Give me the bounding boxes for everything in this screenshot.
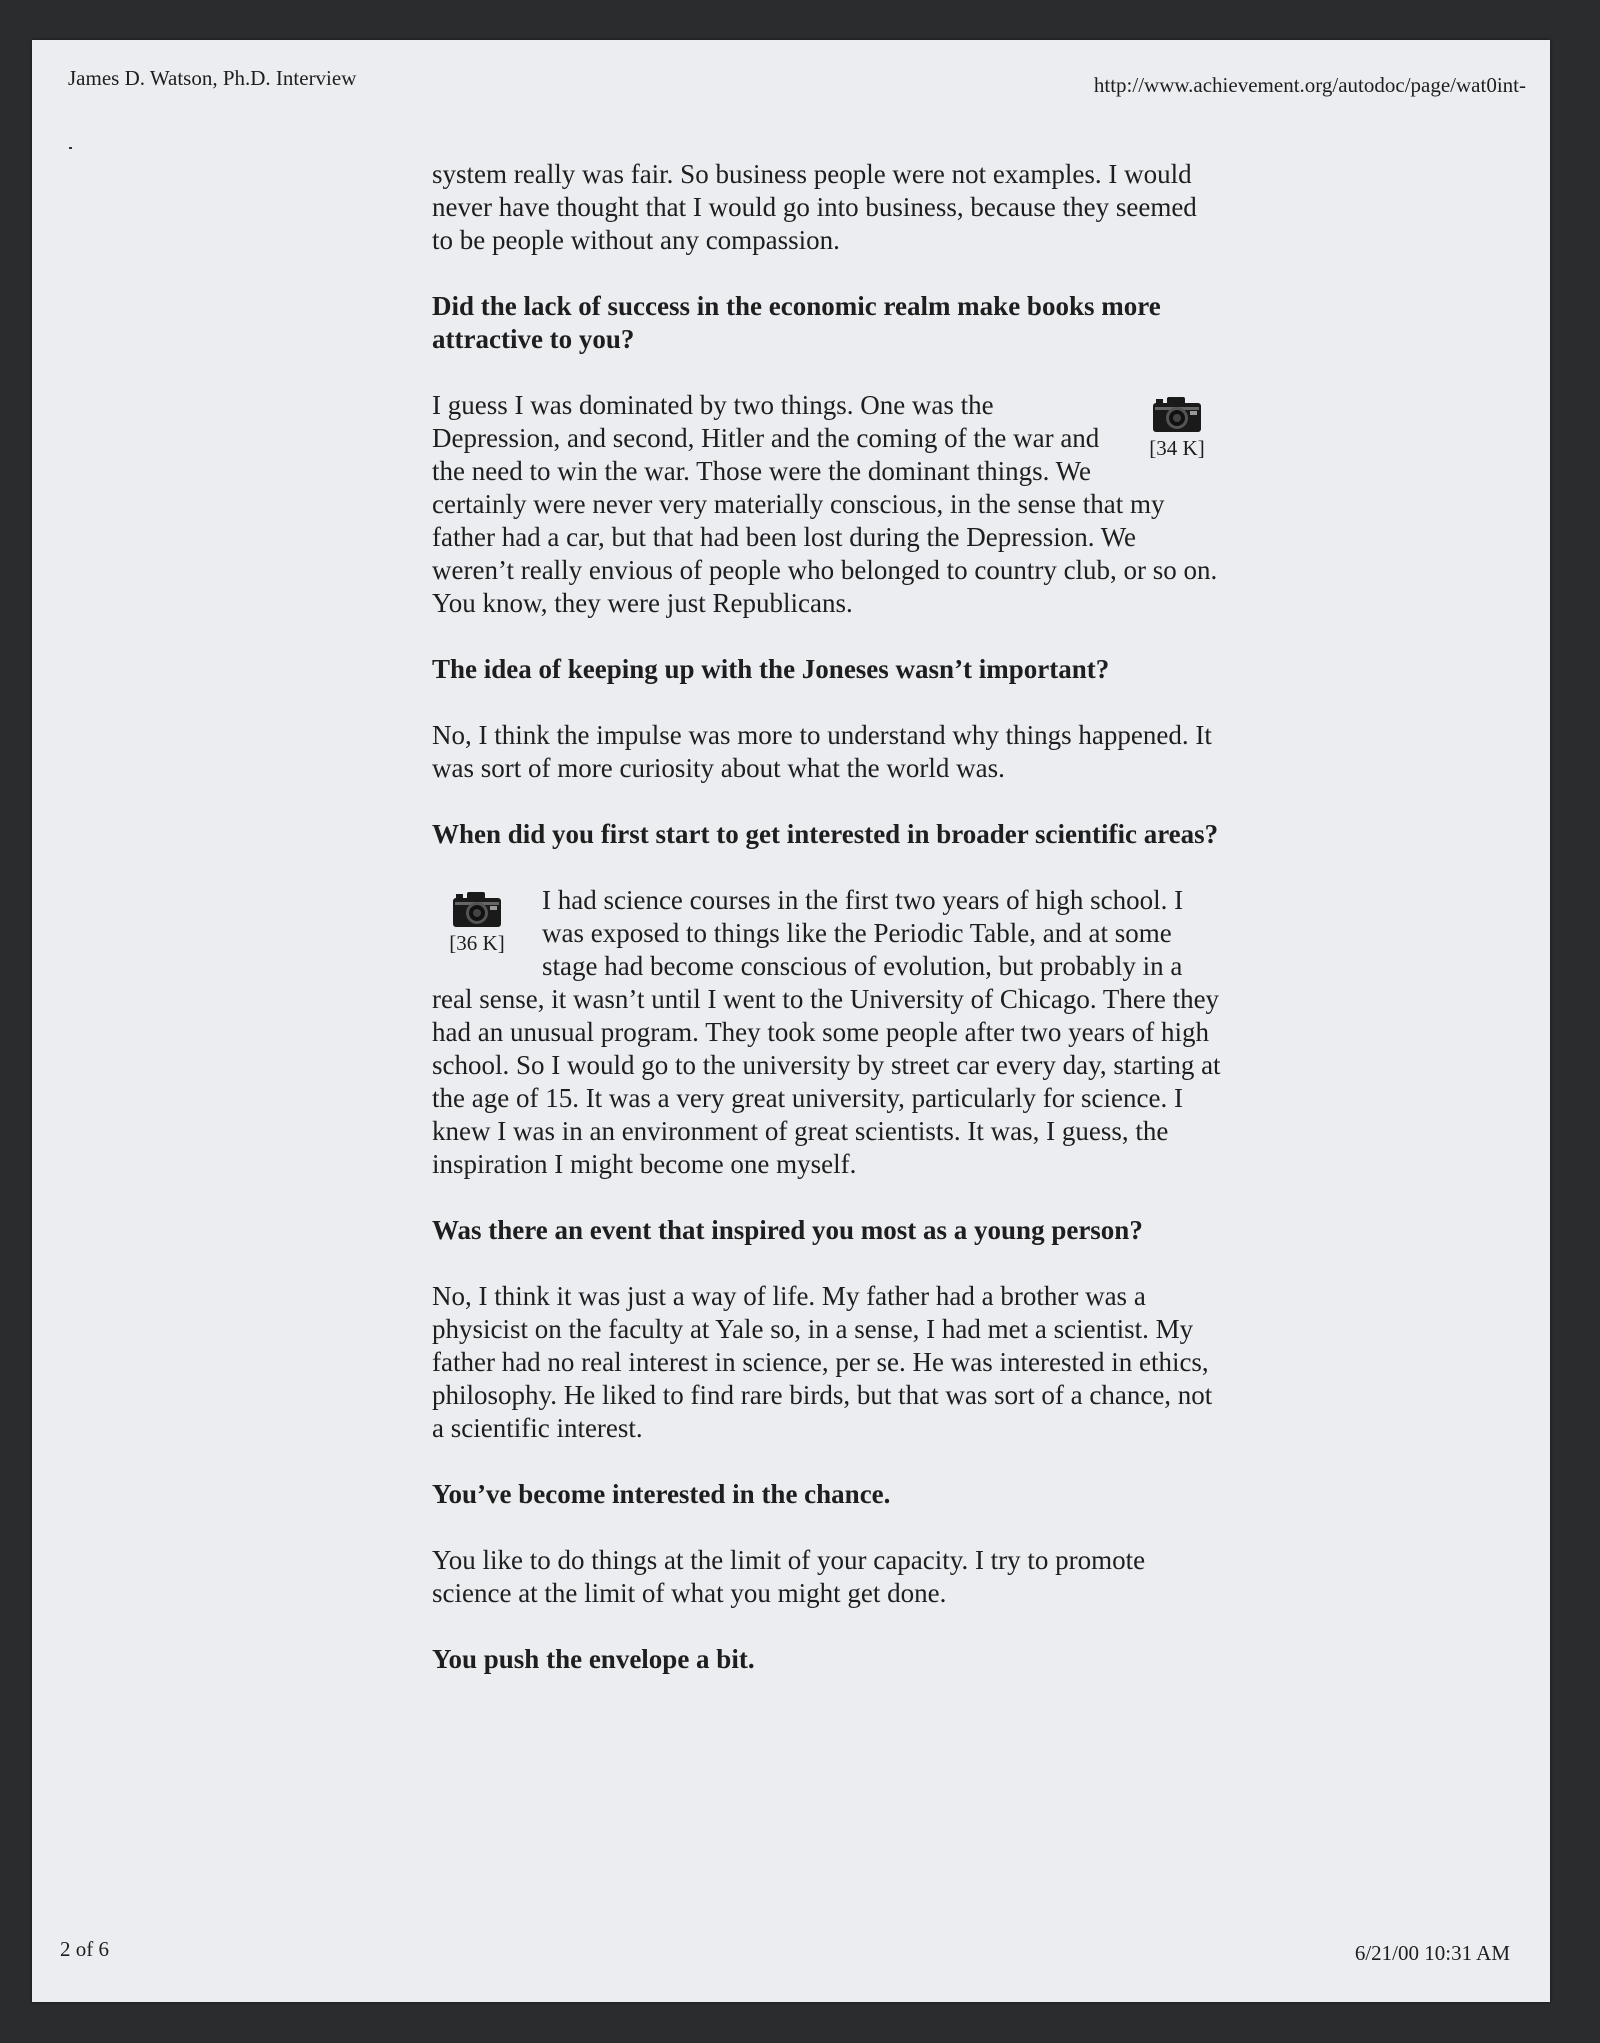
answer-paragraph: [34 K] I guess I was dominated by two things. One was the Depression, and second, Hitler and the coming of the war and the need to win the war. Those were the dominant things. We certainly were never very materially conscious, in the sense that my father had a car, but that had been lost during the Depression. We weren’t really envious of people who belonged to country club, or so on. You know, they were just Republicans. — [432, 389, 1222, 620]
photo-link[interactable] — [432, 890, 522, 956]
photo-link[interactable] — [1132, 395, 1222, 461]
page-header-url: http://www.achievement.org/autodoc/page/wat0int- — [1093, 73, 1526, 97]
photo-size-label: [36 K] — [449, 931, 505, 955]
question: You’ve become interested in the chance. — [432, 1479, 891, 1509]
question: Was there an event that inspired you most as a young person? — [432, 1215, 1143, 1245]
question: The idea of keeping up with the Joneses wasn’t important? — [432, 654, 1110, 684]
page-number: 2 of 6 — [60, 1937, 109, 1961]
answer-paragraph: system really was fair. So business people were not examples. I would never have thought that I would go into business, because they seemed to be people without any compassion. — [432, 159, 1197, 255]
question: You push the envelope a bit. — [432, 1644, 755, 1674]
camera-icon — [1152, 395, 1202, 433]
answer-paragraph: No, I think the impulse was more to understand why things happened. It was sort of more curiosity about what the world was. — [432, 720, 1212, 783]
answer-paragraph: You like to do things at the limit of your capacity. I try to promote science at the limit of what you might get done. — [432, 1545, 1146, 1608]
camera-icon — [452, 890, 502, 928]
question: When did you first start to get interested in broader scientific areas? — [432, 819, 1219, 849]
answer-paragraph: No, I think it was just a way of life. My father had a brother was a physicist on the faculty at Yale so, in a sense, I had met a scientist. My father had no real interest in science, per se. He was interested in ethics, philosophy. He liked to find rare birds, but that was sort of a chance, not a scientific interest. — [432, 1281, 1213, 1443]
interview-content — [432, 158, 1222, 1676]
scan-speck — [69, 147, 72, 149]
answer-paragraph: [36 K] I had science courses in the first two years of high school. I was exposed to things like the Periodic Table, and at some stage had become conscious of evolution, but probably in a real sense, it wasn’t until I went to the University of Chicago. There they had an unusual program. They took some people after two years of high school. So I would go to the university by street car every day, starting at the age of 15. It was a very great university, particularly for science. I knew I was in an environment of great scientists. It was, I guess, the inspiration I might become one myself. — [432, 885, 1221, 1179]
question: Did the lack of success in the economic realm make books more attractive to you? — [432, 291, 1161, 354]
print-datetime: 6/21/00 10:31 AM — [1354, 1941, 1510, 1965]
page-header-title: James D. Watson, Ph.D. Interview — [68, 66, 357, 90]
photo-size-label: [34 K] — [1149, 436, 1205, 460]
document-page — [32, 40, 1550, 2002]
